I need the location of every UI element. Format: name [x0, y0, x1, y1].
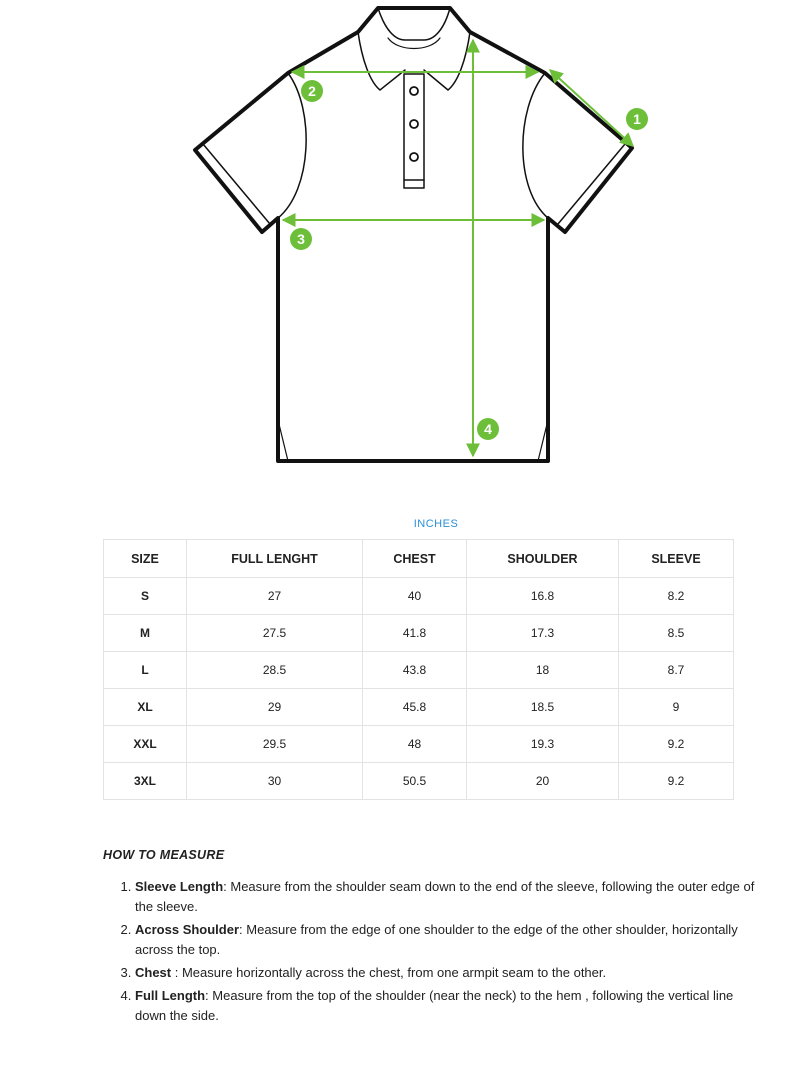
list-item [135, 963, 755, 983]
table-cell: 9 [619, 689, 734, 726]
table-cell: 18 [467, 652, 619, 689]
step-separator: : [171, 965, 182, 980]
table-cell: 8.2 [619, 578, 734, 615]
list-item [135, 920, 755, 960]
button-icons [410, 87, 418, 161]
table-cell: 8.7 [619, 652, 734, 689]
table-cell: 50.5 [363, 763, 467, 800]
sleeve-length-arrow [550, 70, 633, 146]
marker-3 [290, 228, 312, 250]
table-cell: 27.5 [187, 615, 363, 652]
svg-text:3: 3 [297, 231, 305, 247]
table-row [104, 615, 734, 652]
step-text: Measure from the edge of one shoulder to the edge of the other shoulder, horizontally across the top. [135, 922, 738, 957]
step-term: Full Length [135, 988, 206, 1003]
step-separator: : [223, 879, 231, 894]
column-header: SIZE [104, 540, 187, 578]
marker-4 [477, 418, 499, 440]
button-icon [410, 87, 418, 95]
table-cell: 40 [363, 578, 467, 615]
size-cell: L [104, 652, 187, 689]
step-text: Measure from the top of the shoulder (near the neck) to the hem , following the vertical line down the side. [135, 988, 734, 1023]
table-row [104, 726, 734, 763]
marker-2 [301, 80, 323, 102]
table-cell: 30 [187, 763, 363, 800]
table-cell: 27 [187, 578, 363, 615]
marker-1 [626, 108, 648, 130]
column-header: SLEEVE [619, 540, 734, 578]
svg-text:4: 4 [484, 421, 492, 437]
step-term: Sleeve Length [135, 879, 224, 894]
polo-shirt-diagram [0, 0, 800, 480]
how-to-measure-title: HOW TO MEASURE [103, 848, 225, 862]
table-header-row [104, 540, 734, 578]
table-cell: 43.8 [363, 652, 467, 689]
table-cell: 17.3 [467, 615, 619, 652]
table-cell: 8.5 [619, 615, 734, 652]
table-cell: 29 [187, 689, 363, 726]
table-row [104, 763, 734, 800]
button-icon [410, 153, 418, 161]
column-header: SHOULDER [467, 540, 619, 578]
table-cell: 41.8 [363, 615, 467, 652]
list-item [135, 877, 755, 917]
table-cell: 20 [467, 763, 619, 800]
size-cell: XL [104, 689, 187, 726]
size-cell: XXL [104, 726, 187, 763]
step-text: Measure horizontally across the chest, from one armpit seam to the other. [181, 965, 607, 980]
column-header: CHEST [363, 540, 467, 578]
table-cell: 18.5 [467, 689, 619, 726]
shirt-outline [195, 8, 632, 461]
table-row [104, 689, 734, 726]
table-row [104, 578, 734, 615]
table-cell: 29.5 [187, 726, 363, 763]
step-term: Chest [135, 965, 172, 980]
table-cell: 48 [363, 726, 467, 763]
measure-steps-list [103, 877, 755, 1029]
svg-text:2: 2 [308, 83, 316, 99]
table-cell: 45.8 [363, 689, 467, 726]
table-cell: 19.3 [467, 726, 619, 763]
size-cell: S [104, 578, 187, 615]
step-text: Measure from the shoulder seam down to the end of the sleeve, following the outer edge of the sleeve. [135, 879, 755, 914]
step-separator: : [205, 988, 213, 1003]
size-cell: M [104, 615, 187, 652]
column-header: FULL LENGHT [187, 540, 363, 578]
size-chart-table [103, 539, 734, 800]
step-term: Across Shoulder [135, 922, 240, 937]
table-cell: 9.2 [619, 726, 734, 763]
list-item [135, 986, 755, 1026]
button-icon [410, 120, 418, 128]
table-cell: 28.5 [187, 652, 363, 689]
table-row [104, 652, 734, 689]
unit-label: INCHES [413, 518, 459, 530]
table-cell: 16.8 [467, 578, 619, 615]
table-cell: 9.2 [619, 763, 734, 800]
size-cell: 3XL [104, 763, 187, 800]
svg-text:1: 1 [633, 111, 641, 127]
step-separator: : [239, 922, 247, 937]
